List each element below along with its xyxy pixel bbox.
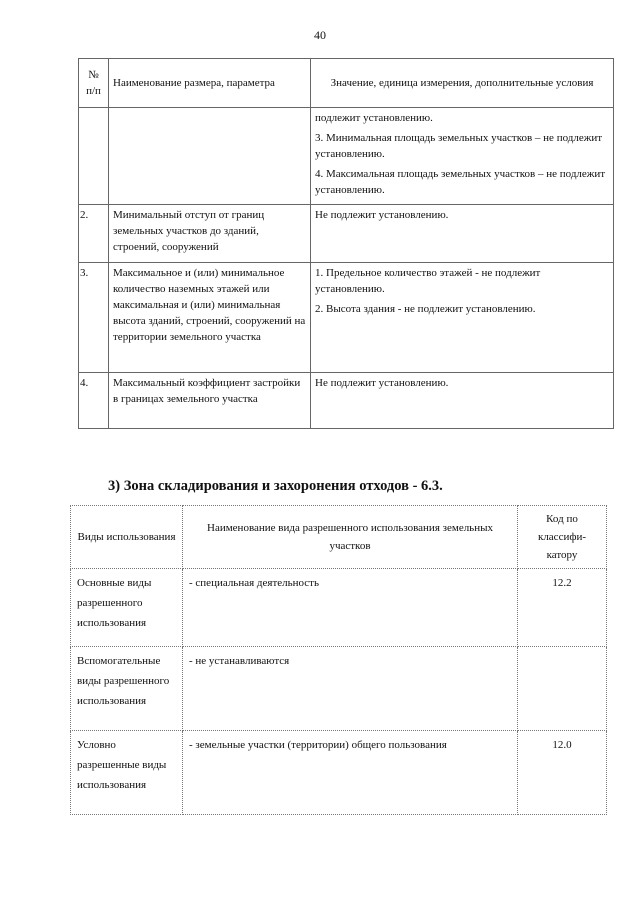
table-header-row	[71, 506, 607, 569]
usage-code: 12.0	[518, 731, 607, 815]
row-num: 2.	[79, 205, 109, 263]
row-value	[311, 373, 614, 429]
row-value	[311, 108, 614, 205]
parameters-table	[78, 58, 614, 429]
header-value: Значение, единица измерения, дополнительные условия	[311, 59, 614, 108]
row-param-name	[109, 108, 311, 205]
header-num: № п/п	[79, 59, 109, 108]
row-param-name: Максимальный коэффициент застройки в границах земельного участка	[109, 373, 311, 429]
usage-kind: Основные виды разрешенного использования	[71, 569, 183, 647]
value-line: подлежит установлению.	[315, 112, 433, 124]
usage-kind: Условно разрешенные виды использования	[71, 731, 183, 815]
usage-code: 12.2	[518, 569, 607, 647]
usage-name: - специальная деятельность	[183, 569, 518, 647]
row-num	[79, 108, 109, 205]
value-line: 4. Максимальная площадь земельных участков – не подлежит установлению.	[315, 168, 606, 196]
value-line: Не подлежит установлению.	[315, 377, 449, 389]
table-row	[71, 569, 607, 647]
page-number: 40	[314, 28, 326, 42]
section-heading: 3) Зона складирования и захоронения отходов - 6.3.	[108, 478, 443, 494]
row-param-name: Максимальное и (или) минимальное количество наземных этажей или максимальная и (или) минимальная высота зданий, строений, сооружений на территории земельного участка	[109, 263, 311, 373]
table-row	[79, 263, 614, 373]
header-usage-kind: Виды использования	[71, 506, 183, 569]
usage-code	[518, 647, 607, 731]
row-num: 3.	[79, 263, 109, 373]
header-code: Код по классифи-катору	[518, 506, 607, 569]
table-row	[79, 205, 614, 263]
row-value	[311, 205, 614, 263]
table-row	[71, 731, 607, 815]
table-header-row	[79, 59, 614, 108]
header-usage-name: Наименование вида разрешенного использования земельных участков	[183, 506, 518, 569]
value-line: 3. Минимальная площадь земельных участков – не подлежит установлению.	[315, 132, 603, 160]
row-value	[311, 263, 614, 373]
usage-kind: Вспомогательные виды разрешенного использования	[71, 647, 183, 731]
table-row	[79, 373, 614, 429]
value-line: 1. Предельное количество этажей - не подлежит установлению.	[315, 267, 541, 295]
table-row	[79, 108, 614, 205]
row-param-name: Минимальный отступ от границ земельных участков до зданий, строений, сооружений	[109, 205, 311, 263]
usage-name: - земельные участки (территории) общего пользования	[183, 731, 518, 815]
value-line: Не подлежит установлению.	[315, 209, 449, 221]
table-row	[71, 647, 607, 731]
header-param-name: Наименование размера, параметра	[109, 59, 311, 108]
usage-name: - не устанавливаются	[183, 647, 518, 731]
row-num: 4.	[79, 373, 109, 429]
zone-usage-table	[70, 505, 607, 815]
value-line: 2. Высота здания - не подлежит установлению.	[315, 303, 536, 315]
